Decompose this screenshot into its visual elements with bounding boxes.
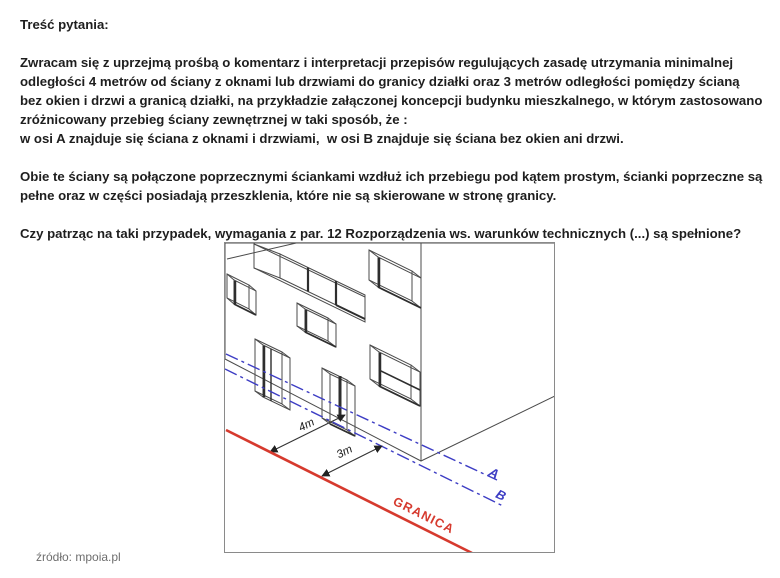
question-paragraph-3: Czy patrząc na taki przypadek, wymagania z par. 12 Rozporządzenia ws. warunków technicznych (...) są spełnione? xyxy=(20,226,742,241)
question-paragraph-1: Zwracam się z uprzejmą prośbą o komentarz i interpretacji przepisów regulujących zasadę utrzymania minimalnej odległości 4 metrów od ściany z oknami lub drzwiami do granicy działki oraz 3 metrów odległości pomiędzy ścianą bez okien i drzwi a granicą działki, na przykładzie załączonej koncepcji budynku mieszkalnego, w którym zastosowano zróżnicowany przebieg ściany zewnętrznej w taki sposób, że : xyxy=(20,55,763,127)
axis-a-label: A xyxy=(486,464,502,482)
dimension-3m-label: 3m xyxy=(334,443,355,462)
source-note: źródło: mpoia.pl xyxy=(36,550,121,564)
question-axes-line: w osi A znajduje się ściana z oknami i drzwiami, w osi B znajduje się ściana bez okien ani drzwi. xyxy=(20,131,624,146)
building-figure xyxy=(224,242,555,553)
question-paragraph-2: Obie te ściany są połączone poprzecznymi ściankami wzdłuż ich przebiegu pod kątem prostym, ścianki poprzeczne są pełne oraz w części posiadają przeszklenia, które nie są skierowane w stronę granicy. xyxy=(20,169,763,203)
axis-b-label: B xyxy=(493,486,509,504)
dimension-3m xyxy=(322,443,382,476)
boundary-label: GRANICA xyxy=(390,494,457,537)
page-title: Treść pytania: xyxy=(20,17,109,32)
dimension-4m xyxy=(270,415,345,452)
building-drawing xyxy=(225,243,554,552)
dimension-4m-label: 4m xyxy=(296,416,317,435)
question-text xyxy=(20,15,765,243)
